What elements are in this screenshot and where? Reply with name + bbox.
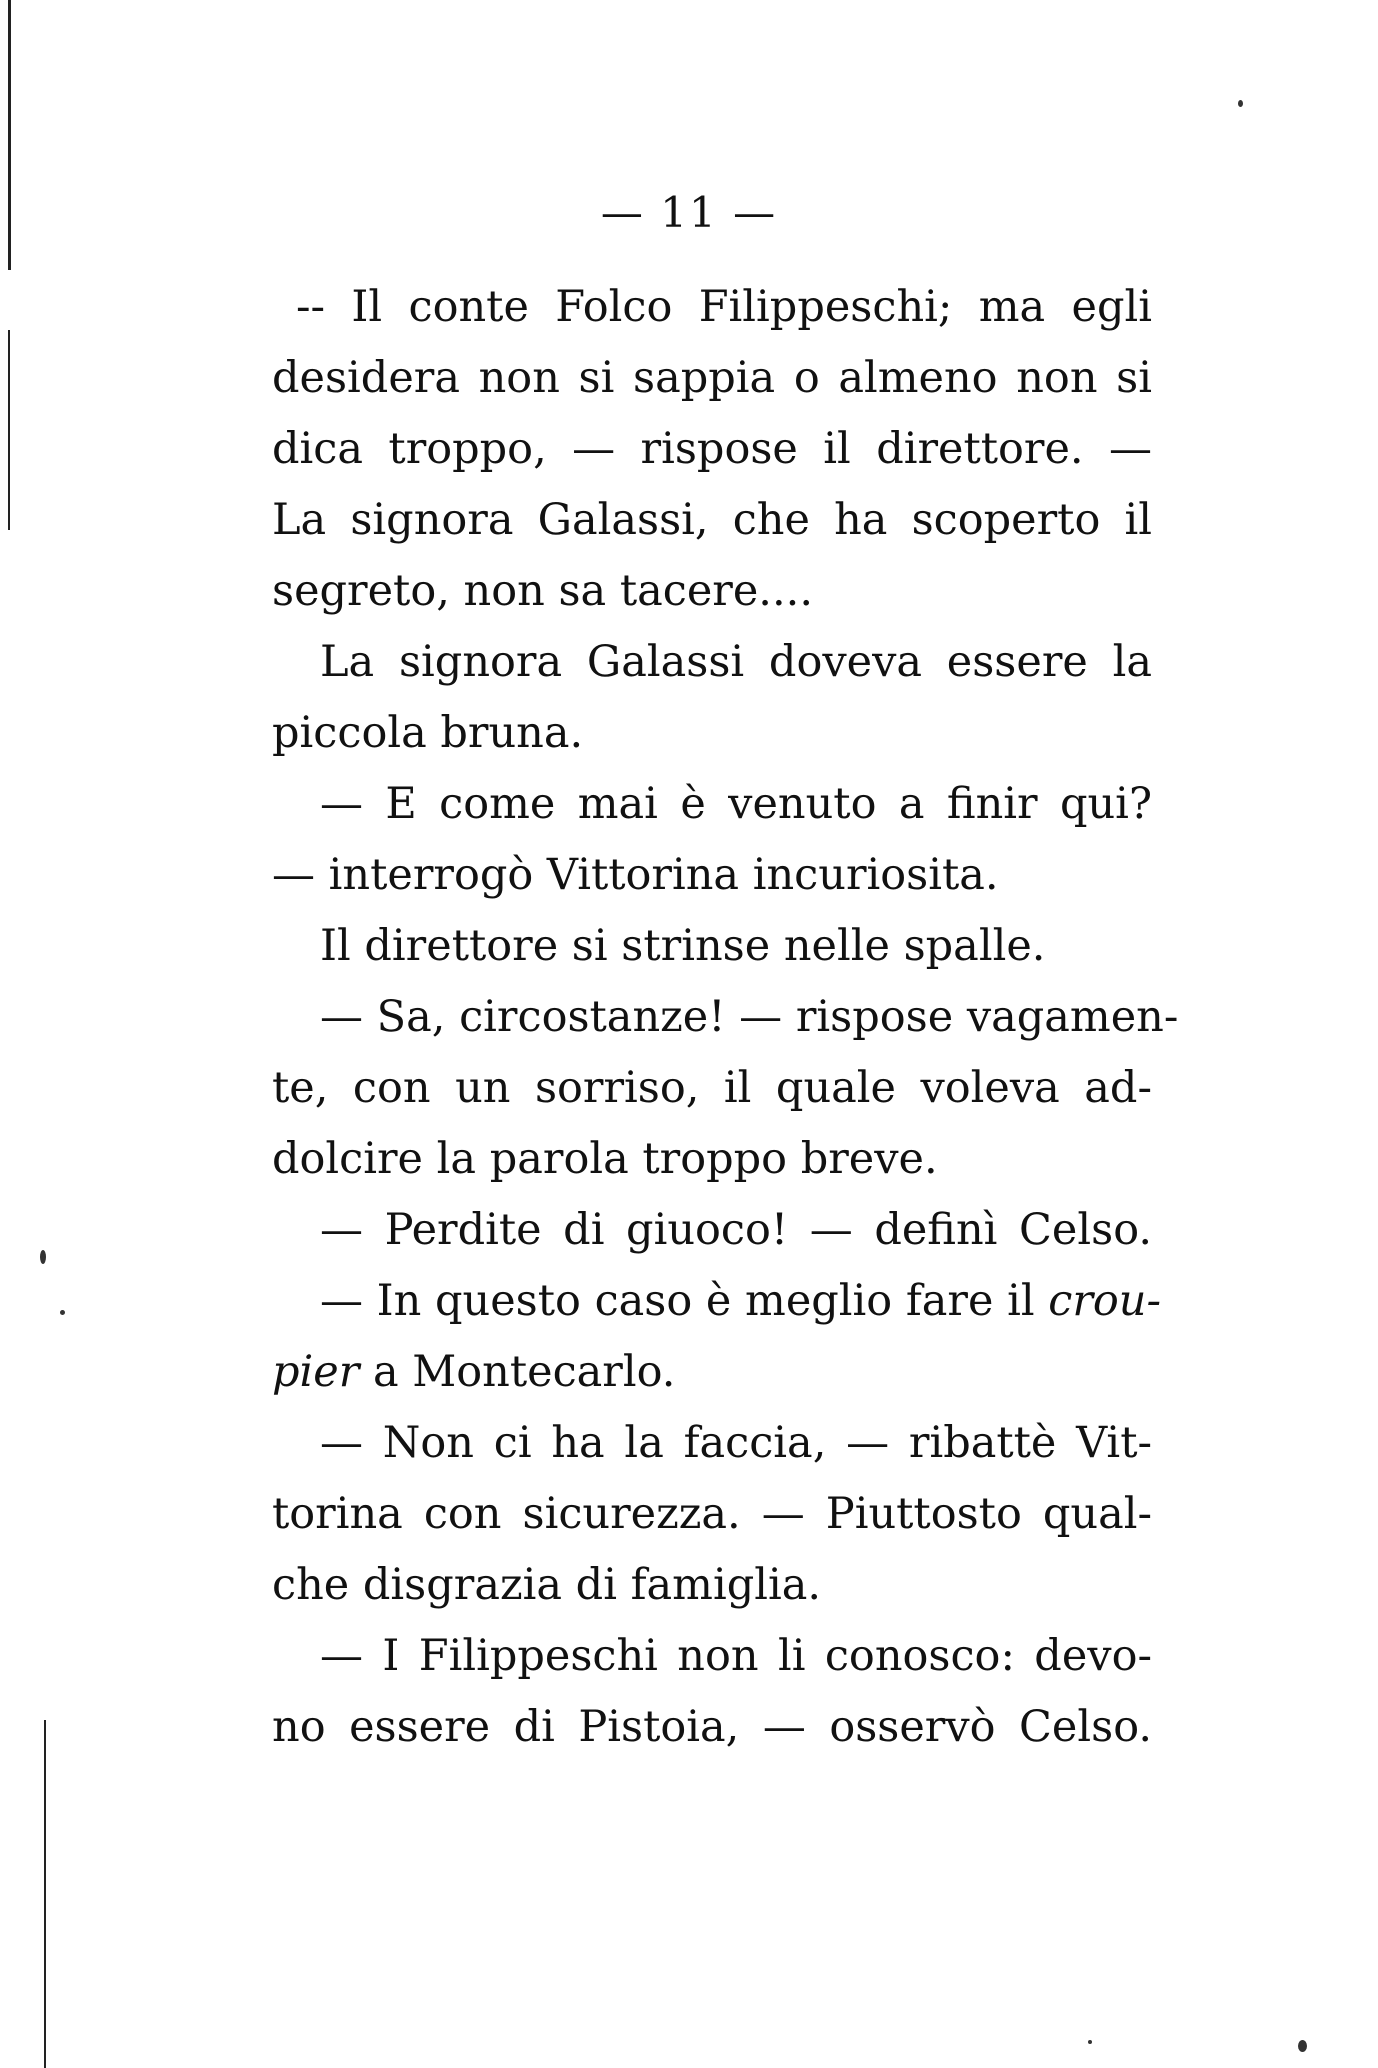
line-text: pier a Montecarlo. bbox=[272, 1347, 676, 1397]
text-line: te, con un sorriso, il quale voleva ad- bbox=[272, 1063, 1152, 1113]
text-line: — E come mai è venuto a finir qui? bbox=[320, 779, 1152, 829]
text-line: piccola bruna. bbox=[272, 708, 584, 758]
text-line: no essere di Pistoia, — osservò Celso. bbox=[272, 1702, 1152, 1752]
scan-edge-mark-bottom bbox=[44, 1720, 46, 2068]
text-line: — Sa, circostanze! — rispose vagamen- bbox=[320, 992, 1179, 1042]
text-line: — interrogò Vittorina incuriosita. bbox=[272, 850, 999, 900]
italic-word: crou- bbox=[1048, 1276, 1161, 1326]
line-text: — In questo caso è meglio fare il crou- bbox=[320, 1276, 1161, 1326]
speck bbox=[1238, 100, 1243, 107]
speck bbox=[1298, 2040, 1307, 2052]
speck bbox=[1088, 2040, 1092, 2044]
text-line: torina con sicurezza. — Piuttosto qual- bbox=[272, 1489, 1152, 1539]
text-line: La signora Galassi doveva essere la bbox=[320, 637, 1152, 687]
text-line: che disgrazia di famiglia. bbox=[272, 1560, 822, 1610]
text-line: desidera non si sappia o almeno non si bbox=[272, 353, 1152, 403]
text-line: — Perdite di giuoco! — definì Celso. bbox=[320, 1205, 1152, 1255]
body-text bbox=[272, 272, 1179, 1763]
text-line: — I Filippeschi non li conosco: devo- bbox=[320, 1631, 1152, 1681]
scan-edge-mark-middle bbox=[8, 330, 10, 530]
text-line-italic-head bbox=[272, 1337, 1152, 1408]
text-line: dica troppo, — rispose il direttore. — bbox=[272, 424, 1152, 474]
text-line: — Non ci ha la faccia, — ribattè Vit- bbox=[320, 1418, 1152, 1468]
text-line: La signora Galassi, che ha scoperto il bbox=[272, 495, 1152, 545]
speck bbox=[60, 1310, 65, 1315]
speck bbox=[40, 1250, 46, 1264]
text-line: dolcire la parola troppo breve. bbox=[272, 1134, 938, 1184]
text-line: segreto, non sa tacere.... bbox=[272, 566, 813, 616]
italic-word: pier bbox=[272, 1347, 360, 1397]
text-line: Il direttore si strinse nelle spalle. bbox=[320, 921, 1046, 971]
text-line: -- Il conte Folco Filippeschi; ma egli bbox=[296, 282, 1152, 332]
page-number: — 11 — bbox=[600, 188, 778, 237]
text-line-italic-tail bbox=[272, 1266, 1161, 1337]
